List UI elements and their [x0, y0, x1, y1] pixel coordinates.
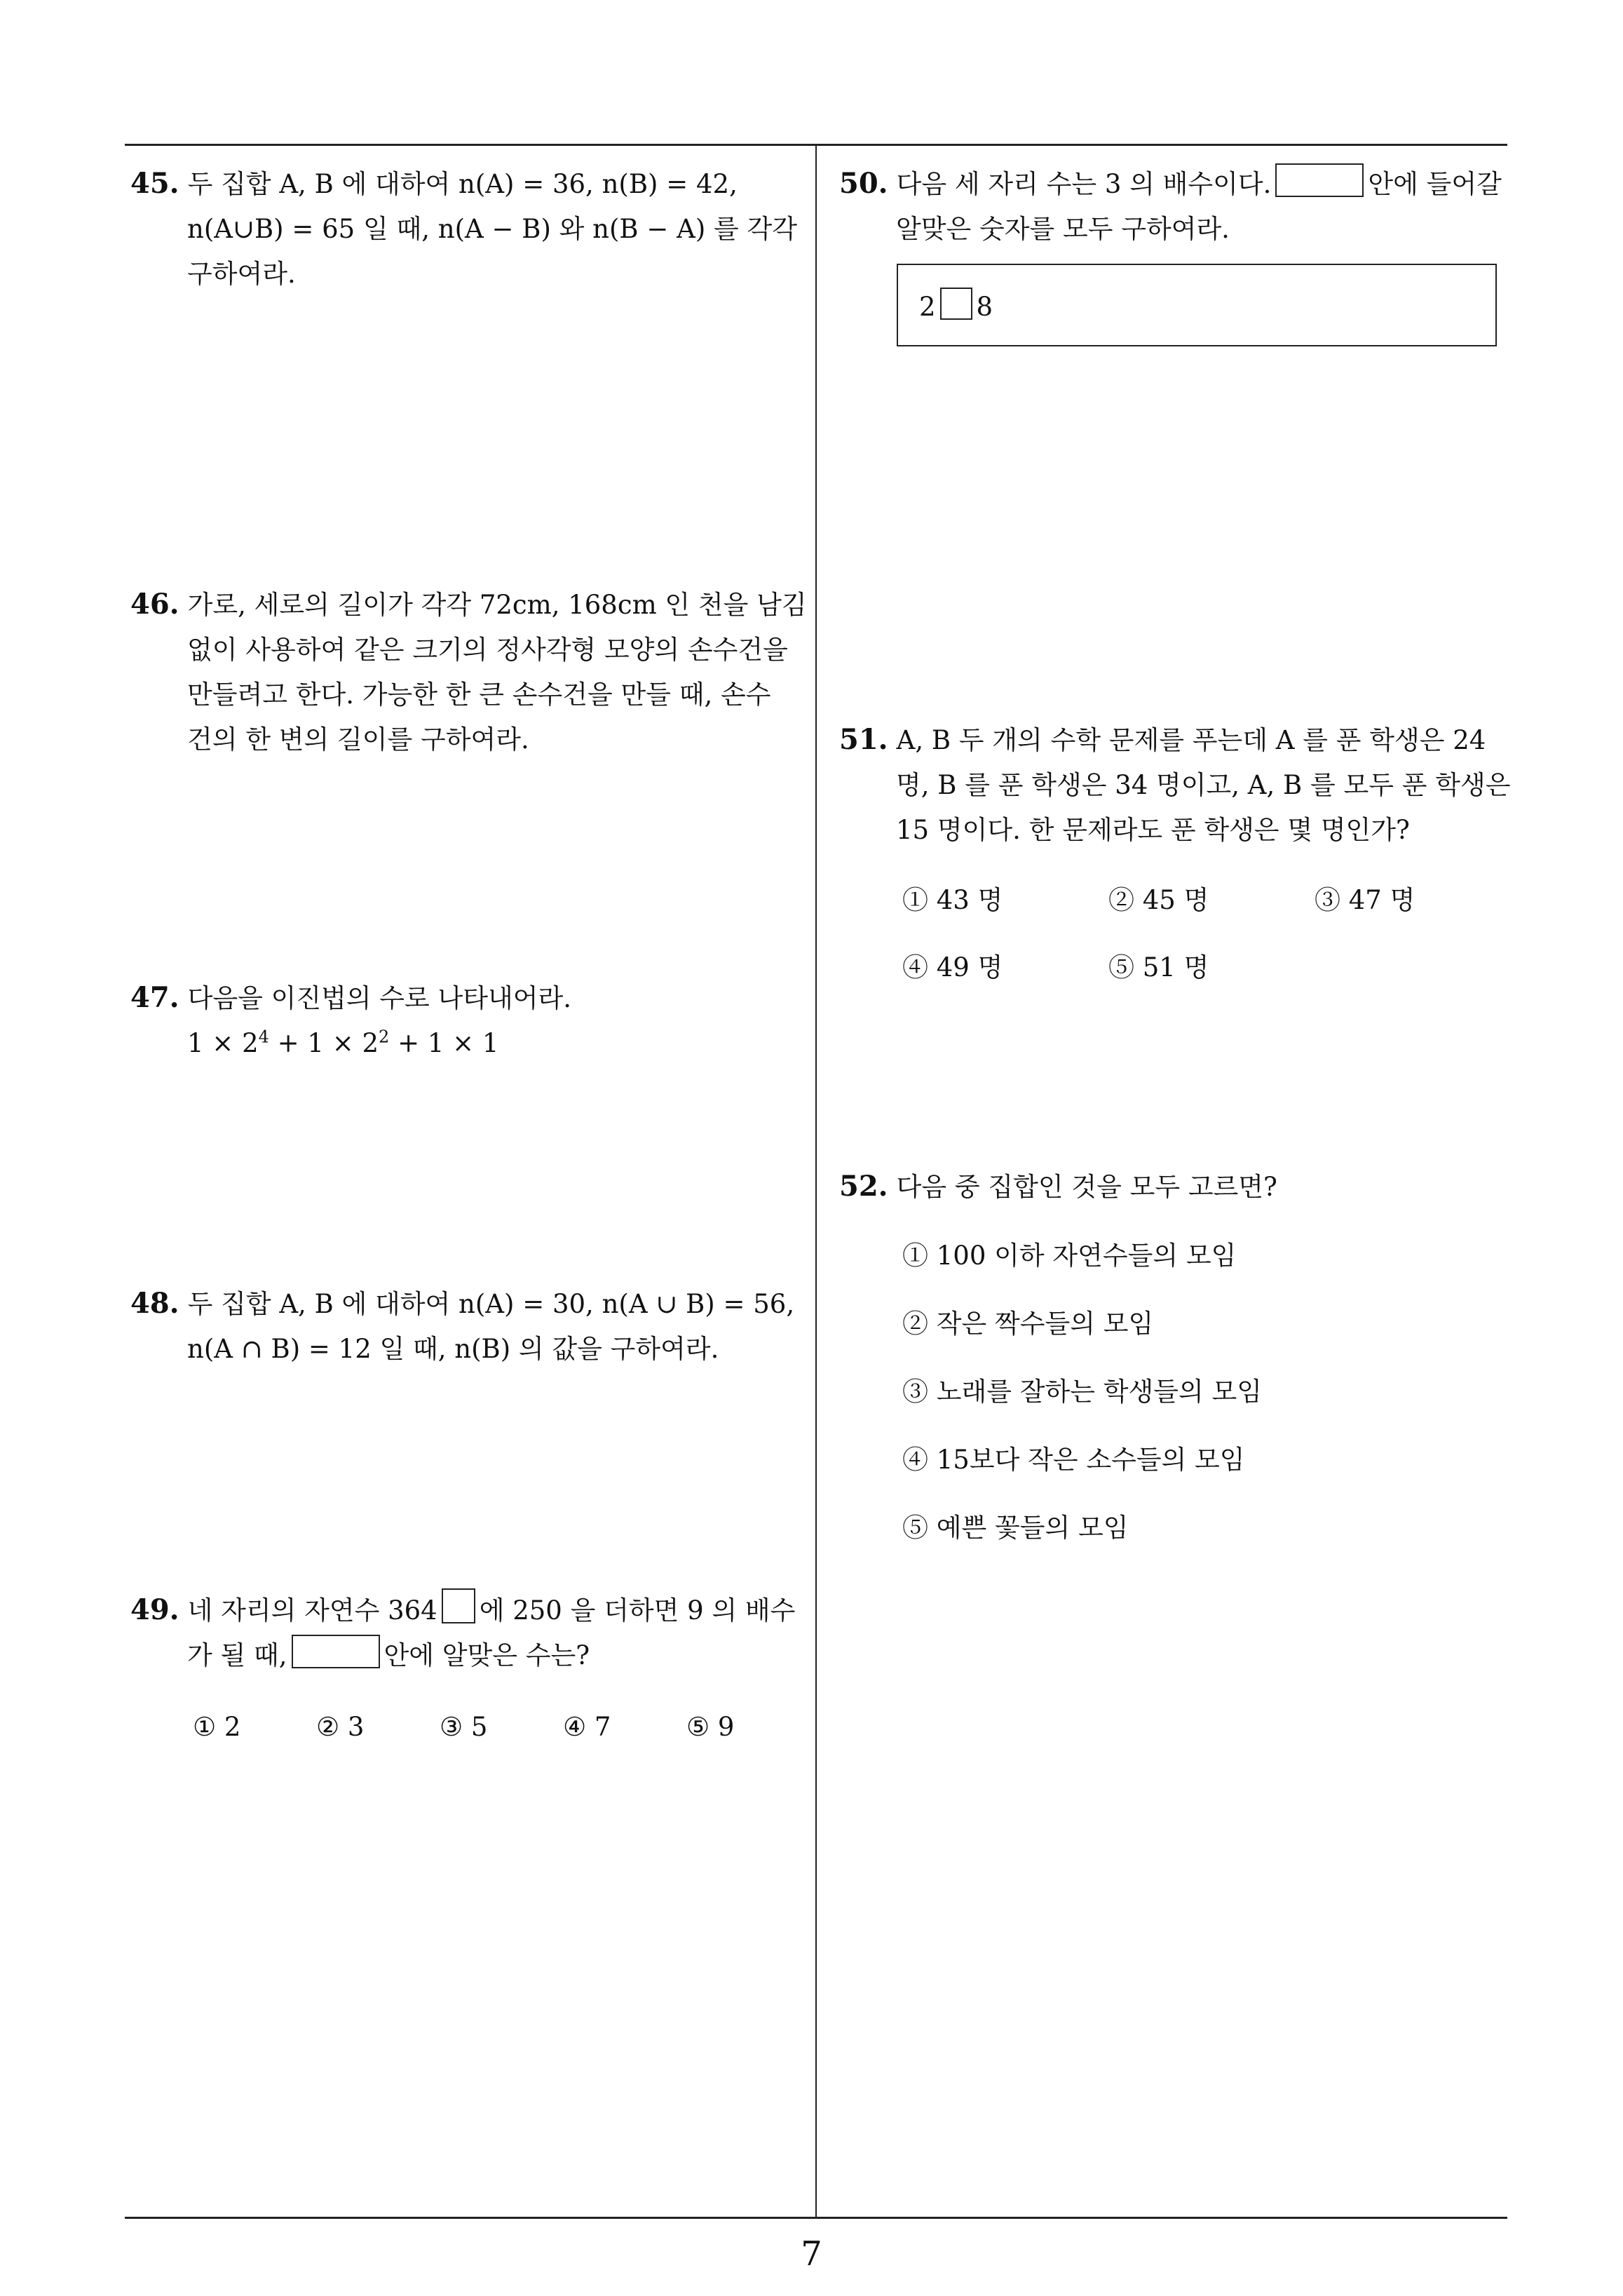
choice-1[interactable]: ① 43 명 [902, 885, 1003, 915]
answer-blank-box [940, 288, 972, 320]
question-number: 49. [130, 1593, 179, 1626]
question-number: 46. [130, 588, 179, 621]
choice-5[interactable]: ⑤ 예쁜 꽃들의 모임 [902, 1513, 1129, 1543]
question-51-line-3: 15 명이다. 한 문제라도 푼 학생은 몇 명인가? [896, 815, 1410, 845]
choice-2[interactable]: ② 3 [316, 1712, 365, 1742]
question-number: 52. [839, 1170, 888, 1203]
question-46-line-1: 46. 가로, 세로의 길이가 각각 72cm, 168cm 인 천을 남김 [130, 588, 807, 621]
question-48-line-1: 48. 두 집합 A, B 에 대하여 n(A) = 30, n(A ∪ B) = 56, [130, 1287, 795, 1320]
question-47-line-1: 47. 다음을 이진법의 수로 나타내어라. [130, 981, 572, 1014]
question-number: 50. [839, 167, 888, 200]
page-number: 7 [801, 2234, 822, 2274]
question-49-choices [130, 1705, 803, 1750]
question-45-line-3: 구하여라. [187, 259, 296, 289]
question-51-line-1: 51. A, B 두 개의 수학 문제를 푸는데 A 를 푼 학생은 24 [839, 723, 1486, 756]
question-number: 51. [839, 723, 888, 756]
question-51-choices-row-2 [839, 945, 1505, 990]
question-49-line-1: 49. 네 자리의 자연수 364 에 250 을 더하면 9 의 배수 [130, 1588, 803, 1633]
question-50-line-2: 알맞은 숫자를 모두 구하여라. [896, 214, 1230, 244]
choice-3[interactable]: ③ 47 명 [1315, 885, 1415, 915]
question-49-line-2: 가 될 때, 안에 알맞은 수는? [130, 1633, 803, 1678]
answer-blank-box [292, 1635, 380, 1668]
question-number: 47. [130, 981, 179, 1014]
choice-4[interactable]: ④ 15보다 작은 소수들의 모임 [902, 1445, 1245, 1475]
question-51-choices-row-1 [839, 878, 1505, 923]
choice-4[interactable]: ④ 49 명 [902, 952, 1003, 982]
question-51-line-2: 명, B 를 푼 학생은 34 명이고, A, B 를 모두 푼 학생은 [896, 770, 1511, 800]
question-50 [839, 161, 1505, 252]
question-45-line-2: n(A∪B) = 65 일 때, n(A − B) 와 n(B − A) 를 각각 [187, 214, 798, 244]
choice-1[interactable]: ① 100 이하 자연수들의 모임 [902, 1241, 1237, 1271]
question-46-line-2: 없이 사용하여 같은 크기의 정사각형 모양의 손수건을 [187, 635, 788, 665]
question-51 [839, 717, 1511, 990]
choice-3[interactable]: ③ 노래를 잘하는 학생들의 모임 [902, 1377, 1262, 1407]
question-48-line-2: n(A ∩ B) = 12 일 때, n(B) 의 값을 구하여라. [187, 1334, 719, 1364]
question-52 [839, 1164, 1505, 1574]
choice-5[interactable]: ⑤ 9 [686, 1712, 735, 1742]
question-48 [130, 1281, 803, 1372]
three-digit-number: 2 8 [919, 288, 993, 324]
answer-blank-box [1275, 163, 1364, 197]
question-52-choices [839, 1234, 1505, 1574]
choice-5[interactable]: ⑤ 51 명 [1108, 952, 1209, 982]
question-46-line-3: 만들려고 한다. 가능한 한 큰 손수건을 만들 때, 손수 [187, 680, 771, 710]
question-number: 45. [130, 167, 179, 200]
answer-blank-box [442, 1588, 475, 1623]
bottom-rule [125, 2217, 1507, 2219]
question-45 [130, 161, 803, 297]
question-45-line-1: 45. 두 집합 A, B 에 대하여 n(A) = 36, n(B) = 42, [130, 167, 738, 200]
choice-3[interactable]: ③ 5 [440, 1712, 488, 1742]
choice-2[interactable]: ② 45 명 [1108, 885, 1209, 915]
question-52-line-1: 52. 다음 중 집합인 것을 모두 고르면? [839, 1170, 1277, 1203]
question-49 [130, 1588, 803, 1750]
column-divider [815, 144, 817, 2218]
question-47-expression: $1 \times 2^4 + 1 \times 2^2 + 1 \times 1$ [187, 1027, 499, 1058]
choice-4[interactable]: ④ 7 [563, 1712, 611, 1742]
question-46-line-4: 건의 한 변의 길이를 구하여라. [187, 724, 529, 755]
choice-2[interactable]: ② 작은 짝수들의 모임 [902, 1309, 1154, 1339]
question-46 [130, 582, 807, 762]
question-47 [130, 975, 803, 1066]
choice-1[interactable]: ① 2 [193, 1712, 241, 1742]
question-50-line-1: 50. 다음 세 자리 수는 3 의 배수이다. 안에 들어갈 [839, 161, 1505, 207]
question-50-number-box [897, 264, 1497, 346]
question-number: 48. [130, 1287, 179, 1320]
